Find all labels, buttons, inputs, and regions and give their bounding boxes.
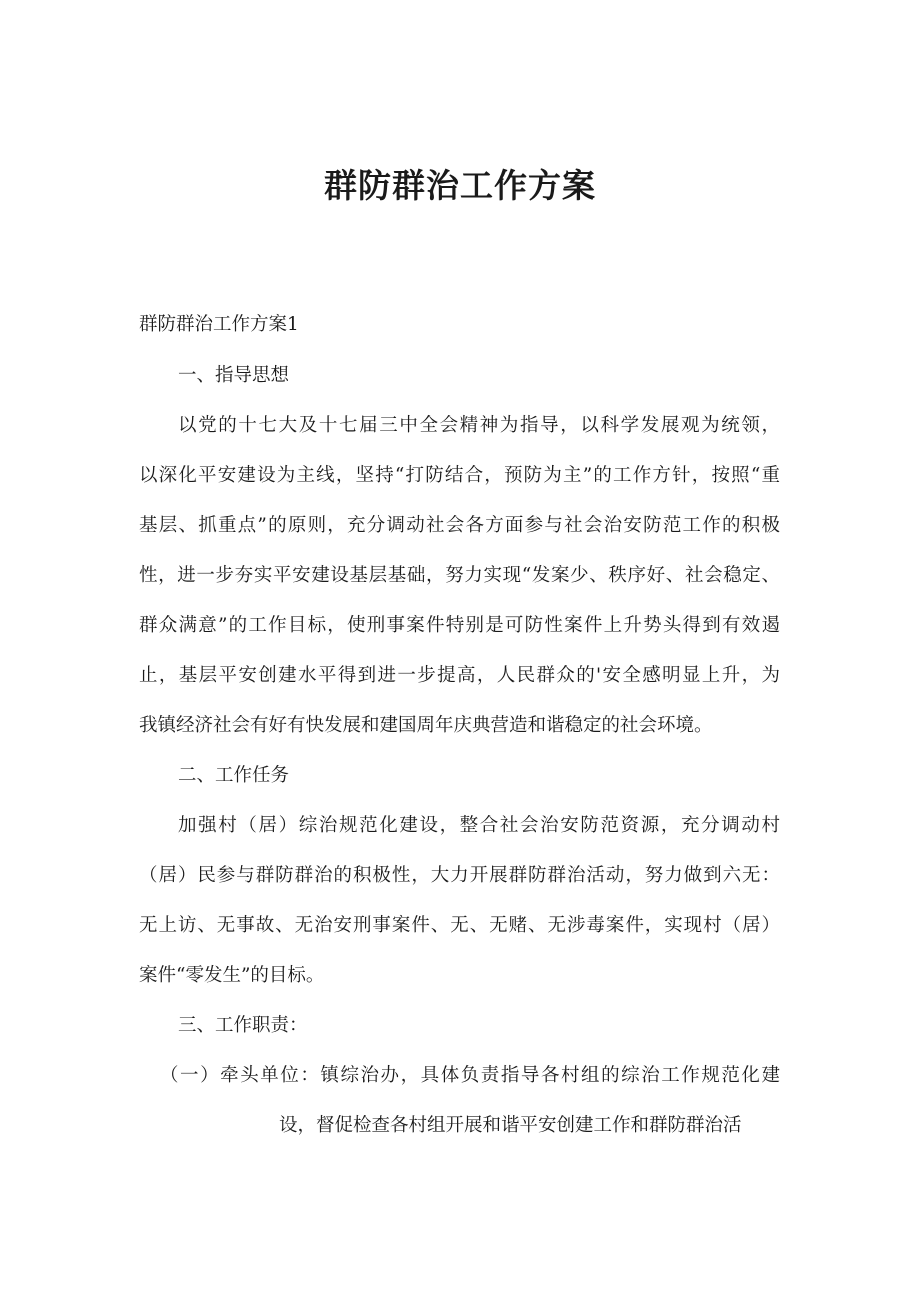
subtitle: 群防群治工作方案1 bbox=[139, 314, 299, 335]
section-heading-work-tasks: 二、工作任务 bbox=[178, 765, 290, 786]
paragraph-line: 性，进一步夯实平安建设基层基础，努力实现“发案少、秩序好、社会稳定、 bbox=[139, 565, 780, 586]
list-item-line: 设，督促检查各村组开展和谐平安创建工作和群防群治活 bbox=[279, 1115, 742, 1136]
paragraph-line: 止，基层平安创建水平得到进一步提高，人民群众的'安全感明显上升，为 bbox=[139, 665, 780, 686]
paragraph-line: 加强村（居）综治规范化建设，整合社会治安防范资源，充分调动村 bbox=[178, 815, 780, 836]
paragraph-line: 我镇经济社会有好有快发展和建国周年庆典营造和谐稳定的社会环境。 bbox=[139, 715, 713, 736]
paragraph-line: 无上访、无事故、无治安刑事案件、无、无赌、无涉毒案件，实现村（居） bbox=[139, 915, 780, 936]
list-item-line: （一）牵头单位：镇综治办，具体负责指导各村组的综治工作规范化建 bbox=[160, 1065, 780, 1086]
section-heading-work-duties: 三、工作职责： bbox=[178, 1015, 308, 1036]
paragraph-line: 群众满意”的工作目标，使刑事案件特别是可防性案件上升势头得到有效遏 bbox=[139, 615, 780, 636]
paragraph-line: （居）民参与群防群治的积极性，大力开展群防群治活动，努力做到六无： bbox=[139, 865, 780, 886]
paragraph-line: 基层、抓重点”的原则，充分调动社会各方面参与社会治安防范工作的积极 bbox=[139, 515, 780, 536]
paragraph-line: 以党的十七大及十七届三中全会精神为指导，以科学发展观为统领， bbox=[178, 415, 780, 436]
paragraph-line: 案件“零发生”的目标。 bbox=[139, 965, 325, 986]
paragraph-line: 以深化平安建设为主线，坚持“打防结合，预防为主”的工作方针，按照“重 bbox=[139, 465, 780, 486]
document-title: 群防群治工作方案 bbox=[324, 166, 596, 205]
section-heading-guiding-thought: 一、指导思想 bbox=[178, 365, 290, 386]
